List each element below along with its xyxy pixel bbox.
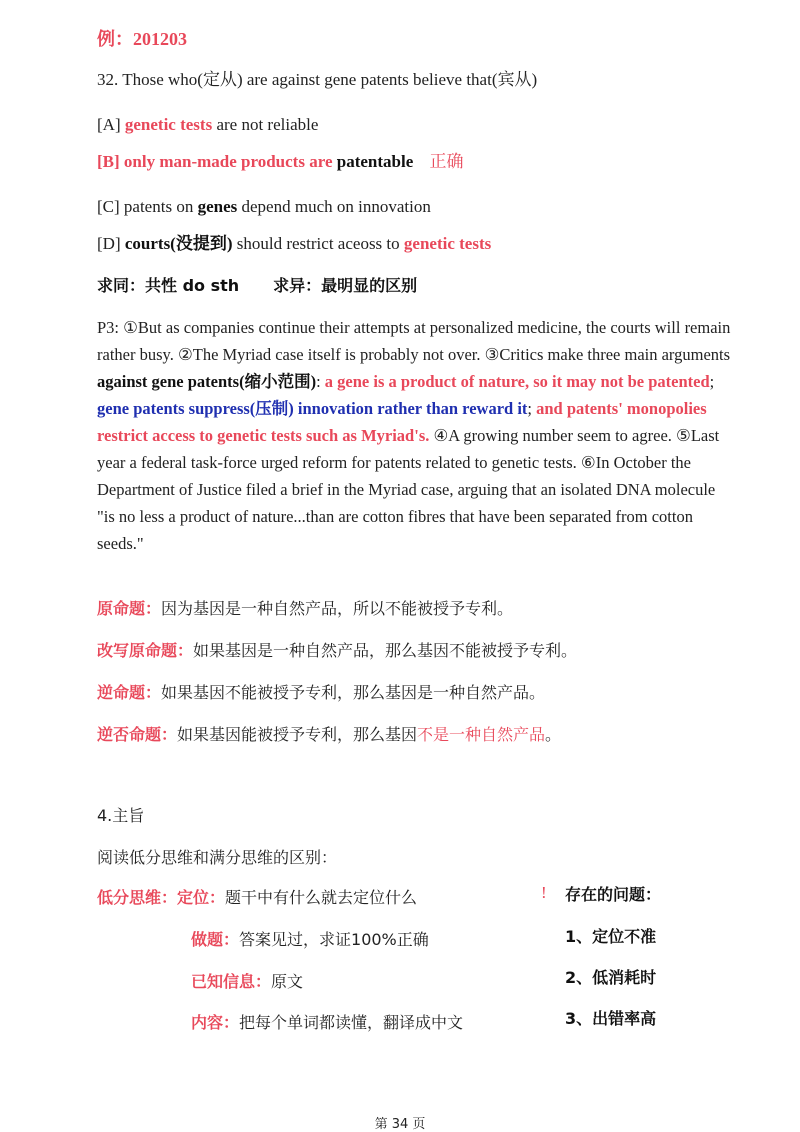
- option-d: [D] courts(没提到) should restrict aceoss to genetic tests: [97, 234, 492, 253]
- passage-p3: P3: ①But as companies continue their attempts at personalized medicine, the courts will remain rather busy. ②The Myriad case itself is probably not over. ③Critics make three main arguments against gene patents(缩小范围): a gene is a product of nature, so it may not be patented; gene patents suppress(压制) innovation rather than reward it; and patents' monopolies restrict access to genetic tests such as Myriad's. ④A growing number seem to agree. ⑤Last year a federal task-force urged reform for patents related to genetic tests. ⑥In October the Department of Justice filed a brief in the Myriad case, arguing that an isolated DNA molecule "is no less a product of nature...than are cotton fibres that have been separated from cotton seeds.": [97, 318, 731, 553]
- problems-title: 存在的问题：: [565, 885, 662, 904]
- option-b: [B] only man-made products are patentable 正确: [97, 152, 464, 172]
- option-c: [C] patents on genes depend much on innovation: [97, 197, 431, 216]
- problem-item: 1、定位不准: [565, 927, 657, 946]
- low-score-row-3: 已知信息：原文: [191, 972, 304, 991]
- exclamation-mark: !: [541, 883, 547, 902]
- converse-proposition: 逆命题：如果基因不能被授予专利，那么基因是一种自然产品。: [97, 683, 546, 702]
- rewritten-proposition: 改写原命题：如果基因是一种自然产品，那么基因不能被授予专利。: [97, 641, 578, 660]
- original-proposition: 原命题：因为基因是一种自然产品，所以不能被授予专利。: [97, 599, 514, 618]
- problem-item: 3、出错率高: [565, 1009, 657, 1028]
- problem-item: 2、低消耗时: [565, 968, 657, 987]
- contrapositive-proposition: 逆否命题：如果基因能被授予专利，那么基因不是一种自然产品。: [97, 725, 562, 744]
- low-score-row-2: 做题：答案见过，求证100%正确: [191, 930, 429, 949]
- correct-mark: 正确: [429, 152, 464, 172]
- page-number: 第 34 页: [374, 1117, 426, 1132]
- question-stem: 32. Those who(定从) are against gene patents believe that(宾从): [97, 70, 538, 89]
- method-line: 求同：共性 do sth 求异：最明显的区别: [97, 276, 418, 295]
- low-score-row-4: 内容：把每个单词都读懂，翻译成中文: [191, 1013, 464, 1032]
- section-subtitle: 阅读低分思维和满分思维的区别：: [97, 848, 338, 867]
- section-title: 4.主旨: [97, 806, 145, 825]
- example-label: 例：201203: [97, 29, 187, 50]
- low-score-row-1: 低分思维：定位：题干中有什么就去定位什么: [97, 888, 418, 907]
- option-a: [A] genetic tests are not reliable: [97, 115, 319, 134]
